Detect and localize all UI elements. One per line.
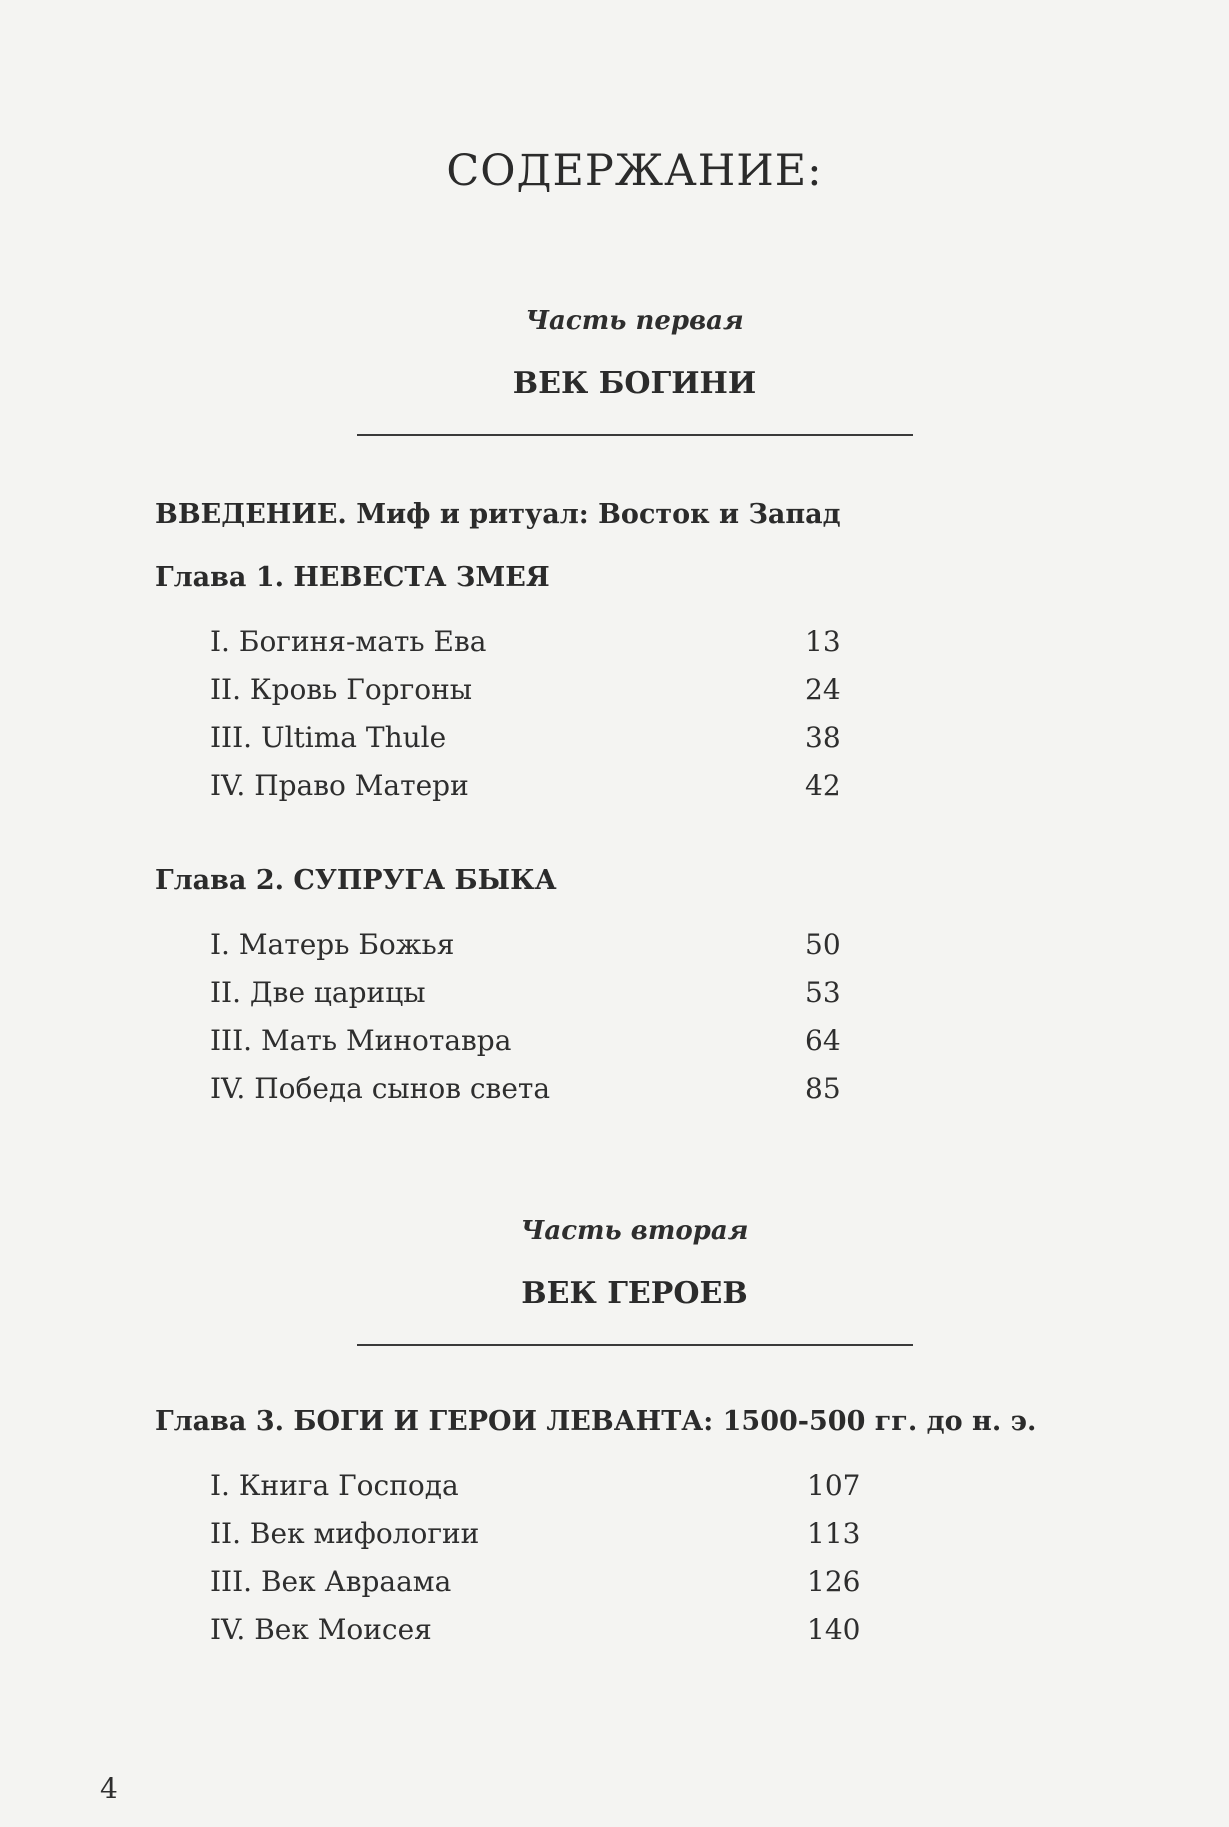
toc-entry: [210, 1565, 861, 1598]
introduction-heading: ВВЕДЕНИЕ. Миф и ритуал: Восток и Запад: [155, 499, 841, 530]
entry-label: III. Век Авраама: [210, 1565, 452, 1598]
toc-entry: [210, 673, 840, 706]
chapter-1-heading: Глава 1. НЕВЕСТА ЗМЕЯ: [155, 562, 550, 593]
entry-page: 140: [807, 1613, 861, 1646]
entry-label: III. Мать Минотавра: [210, 1024, 512, 1057]
page-number: 4: [100, 1772, 118, 1805]
part-2-title: ВЕК ГЕРОЕВ: [521, 1276, 748, 1311]
entry-label: I. Матерь Божья: [210, 928, 455, 961]
toc-entry: [210, 1469, 861, 1502]
toc-entry: [210, 625, 840, 658]
entry-label: IV. Век Моисея: [210, 1613, 432, 1646]
entry-label: II. Кровь Горгоны: [210, 673, 473, 706]
entry-page: 85: [805, 1072, 841, 1105]
entry-page: 50: [805, 928, 841, 961]
entry-label: IV. Победа сынов света: [210, 1072, 551, 1105]
entry-page: 107: [807, 1469, 861, 1502]
chapter-3-heading: Глава 3. БОГИ И ГЕРОИ ЛЕВАНТА: 1500-500 гг. до н. э.: [155, 1406, 1037, 1437]
entry-label: I. Богиня-мать Ева: [210, 625, 487, 658]
part-2-label: Часть вторая: [520, 1216, 749, 1246]
part-1-divider: [357, 434, 913, 436]
toc-entry: [210, 1072, 840, 1105]
part-1-title: ВЕК БОГИНИ: [512, 366, 757, 401]
entry-label: II. Две царицы: [210, 976, 426, 1009]
toc-entry: [210, 1613, 861, 1646]
toc-entry: [210, 1024, 840, 1057]
page-title: СОДЕРЖАНИЕ:: [446, 146, 823, 196]
entry-page: 24: [805, 673, 841, 706]
entry-page: 38: [805, 721, 841, 754]
toc-entry: [210, 721, 840, 754]
entry-page: 126: [807, 1565, 861, 1598]
part-2-divider: [357, 1344, 913, 1346]
entry-label: II. Век мифологии: [210, 1517, 480, 1550]
toc-entry: [210, 1517, 861, 1550]
entry-label: I. Книга Господа: [210, 1469, 459, 1502]
toc-entry: [210, 928, 840, 961]
chapter-2-heading: Глава 2. СУПРУГА БЫКА: [155, 865, 557, 896]
entry-page: 42: [805, 769, 841, 802]
toc-entry: [210, 769, 840, 802]
toc-entry: [210, 976, 840, 1009]
part-1-label: Часть первая: [525, 306, 744, 336]
entry-label: IV. Право Матери: [210, 769, 469, 802]
entry-label: III. Ultima Thule: [210, 721, 447, 754]
entry-page: 113: [807, 1517, 861, 1550]
entry-page: 64: [805, 1024, 841, 1057]
entry-page: 13: [805, 625, 841, 658]
entry-page: 53: [805, 976, 841, 1009]
